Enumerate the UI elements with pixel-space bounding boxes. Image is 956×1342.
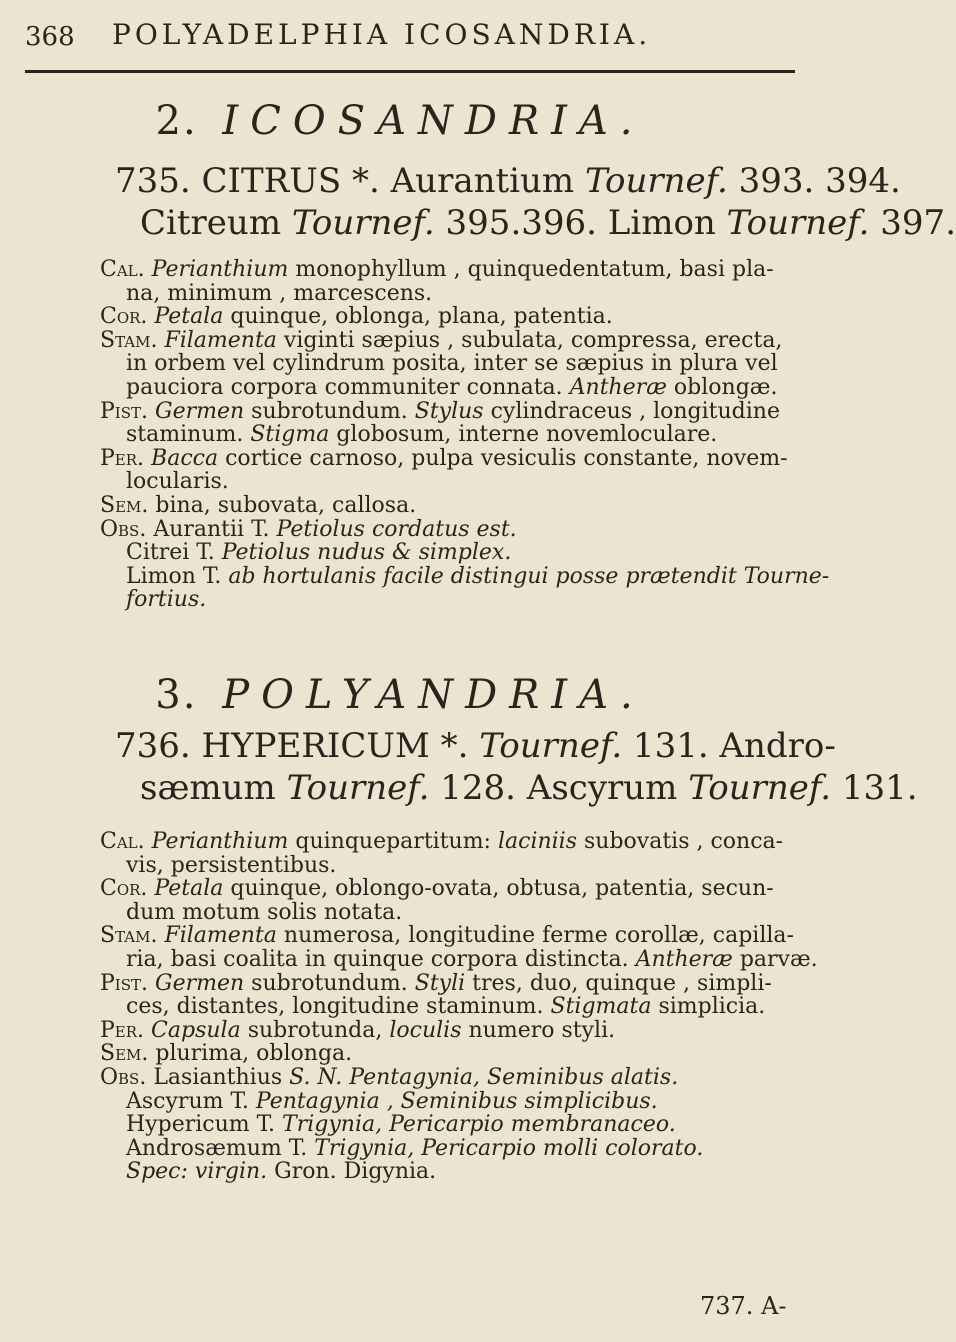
section-number: 2. [155, 98, 198, 144]
genus-mark: *. [429, 726, 480, 766]
text: staminum. [126, 422, 251, 448]
character-label: Obs. [100, 516, 147, 542]
section-number: 3. [155, 672, 198, 718]
description-line [100, 563, 830, 589]
description-line [100, 541, 790, 565]
text: numerosa, longitudine ferme corollæ, capilla- [276, 923, 794, 949]
italic-term: Antheræ [635, 946, 733, 972]
text: cortice carnoso, pulpa vesiculis constante, novem- [218, 445, 788, 471]
description-line [100, 352, 790, 376]
text: quinque, oblongo-ovata, obtusa, patentia, secun- [223, 876, 774, 902]
description-line [100, 305, 790, 329]
character-label: Obs. [100, 1064, 147, 1090]
description-line [100, 1137, 790, 1161]
synonym: Aurantium [390, 161, 585, 201]
page-refs: 131. [831, 768, 918, 808]
description-line [100, 518, 790, 542]
italic-term: laciniis [497, 829, 578, 854]
description-line [100, 972, 790, 996]
text: Limon T. [126, 563, 229, 589]
italic-term: loculis [389, 1017, 462, 1043]
description-line [100, 923, 794, 949]
genus-name: 736. HYPERICUM [115, 726, 430, 766]
author: Tournef. [479, 726, 623, 766]
text: simplicia. [651, 994, 766, 1020]
description-line [100, 494, 790, 518]
genus-name: 735. CITRUS [115, 161, 342, 201]
text: na, minimum , marcescens. [126, 280, 433, 306]
section-title-polyandria [0, 672, 800, 718]
text: tres, duo, quinque , simpli- [465, 970, 772, 996]
text: monophyllum , quinquedentatum, basi pla- [288, 257, 774, 282]
text: ria, basi coalita in quinque corpora distincta. [126, 946, 636, 972]
text: quinque, oblonga, plana, patentia. [223, 304, 613, 330]
description-line [100, 447, 790, 471]
genus-heading-line [115, 202, 956, 244]
italic-term: Petiolus cordatus est. [276, 516, 517, 542]
genus-mark: *. [341, 161, 391, 201]
italic-term: ab hortulanis facile distingui posse prætendit Tourne- [228, 563, 830, 589]
character-label: Per. [100, 445, 145, 471]
character-label: Per. [100, 1017, 145, 1043]
description-line [100, 423, 790, 447]
character-label: Pist. [100, 970, 149, 996]
page-refs: 397. [869, 203, 956, 243]
text [144, 1018, 151, 1043]
genus-heading-line [115, 725, 836, 767]
text: pauciora corpora communiter connata. [126, 374, 570, 400]
description-line [100, 282, 790, 306]
genus-heading-line [115, 767, 918, 809]
text: Citrei T. [126, 540, 222, 566]
italic-term: Petiolus nudus & simplex. [221, 540, 512, 566]
italic-term: Stigma [250, 422, 330, 448]
page-refs: 128. Ascyrum [429, 768, 689, 808]
text: globosum, interne novemloculare. [329, 422, 718, 448]
description-line [100, 1042, 790, 1066]
section-name: ICOSANDRIA. [222, 98, 645, 144]
description-line [100, 830, 790, 854]
text: subrotundum. [244, 970, 415, 996]
italic-term: Trigynia, Pericarpio molli colorato. [314, 1135, 704, 1161]
description-line [100, 376, 790, 400]
italic-term: Antheræ [569, 374, 667, 400]
italic-term: Perianthium [151, 257, 289, 282]
text [145, 257, 152, 282]
character-label: Stam. [100, 923, 158, 949]
author: Tournef. [688, 768, 832, 808]
description-line [100, 1019, 790, 1043]
text [148, 399, 155, 424]
text: subrotundum. [244, 398, 415, 424]
character-label: Sem. [100, 1041, 149, 1067]
character-label: Sem. [100, 492, 149, 518]
page-number: 368 [25, 22, 75, 52]
text: subrotunda, [240, 1017, 390, 1043]
italic-term: fortius. [126, 587, 207, 613]
italic-term: Spec: virgin. [126, 1159, 268, 1185]
description-line [100, 1160, 790, 1184]
description-line [100, 995, 790, 1019]
genus-heading-hypericum [115, 725, 918, 809]
running-title: POLYADELPHIA ICOSANDRIA. [112, 18, 652, 51]
text: locularis. [126, 469, 229, 495]
character-label: Stam. [100, 327, 158, 353]
page-refs: 393. 394. [727, 161, 901, 201]
section-title-icosandria [0, 98, 800, 144]
description-line [100, 946, 818, 972]
italic-term: Trigynia, Pericarpio membranaceo. [282, 1112, 676, 1138]
description-line [100, 400, 790, 424]
text: viginti sæpius , subulata, compressa, erecta, [276, 327, 783, 353]
text: cylindraceus , longitudine [483, 398, 780, 424]
header-rule [25, 70, 795, 73]
synonym: sæmum [140, 768, 287, 808]
text: in orbem vel cylindrum posita, inter se sæpius in plura vel [126, 351, 778, 377]
italic-term: Filamenta [164, 327, 277, 353]
description-line [100, 877, 790, 901]
italic-term: Stylus [414, 398, 484, 424]
page-refs: 395.396. Limon [434, 203, 727, 243]
text [145, 829, 152, 854]
text [148, 971, 155, 996]
character-label: Cal. [100, 257, 145, 282]
character-label: Pist. [100, 398, 149, 424]
italic-term: Germen [155, 970, 245, 996]
italic-term: Styli [414, 970, 466, 996]
text [144, 446, 151, 471]
text: oblongæ. [666, 374, 778, 400]
italic-term: Stigmata [550, 994, 652, 1020]
italic-term: Perianthium [151, 829, 289, 854]
text: parvæ. [732, 946, 818, 972]
genus-heading-citrus [115, 160, 956, 244]
text: ces, distantes, longitudine staminum. [126, 994, 551, 1020]
text: subovatis , conca- [577, 829, 784, 854]
italic-term: Petala [154, 304, 224, 330]
character-label: Cor. [100, 876, 148, 902]
description-line [100, 854, 790, 878]
description-line [100, 1066, 790, 1090]
italic-term: Bacca [151, 445, 219, 471]
section-name: POLYANDRIA. [222, 672, 645, 718]
description-line [100, 901, 790, 925]
text: Lasianthius [146, 1064, 290, 1090]
text: numero styli. [461, 1017, 616, 1043]
text: Aurantii T. [146, 516, 277, 542]
italic-term: Filamenta [164, 923, 277, 949]
text: Hypericum T. [126, 1112, 283, 1138]
character-label: Cal. [100, 829, 145, 854]
author: Tournef. [726, 203, 870, 243]
italic-term: Petala [154, 876, 224, 902]
description-citrus [100, 257, 830, 613]
italic-term: Germen [155, 398, 245, 424]
description-line [100, 329, 790, 353]
italic-term: S. N. Pentagynia, Seminibus alatis. [289, 1064, 679, 1090]
catchword: 737. A- [700, 1292, 787, 1320]
genus-heading-line [115, 160, 901, 202]
description-line [100, 470, 790, 494]
synonym: Citreum [140, 203, 292, 243]
author: Tournef. [286, 768, 430, 808]
description-line [100, 1113, 790, 1137]
text: Ascyrum T. [126, 1088, 256, 1114]
text: bina, subovata, callosa. [148, 492, 417, 518]
author: Tournef. [291, 203, 435, 243]
description-line [100, 258, 790, 282]
text: dum motum solis notata. [126, 899, 403, 925]
author: Tournef. [584, 161, 728, 201]
text: plurima, oblonga. [148, 1041, 353, 1067]
page-refs: 131. Andro- [622, 726, 836, 766]
text: quinquepartitum: [288, 829, 498, 854]
description-hypericum [100, 829, 818, 1185]
text: vis, persistentibus. [126, 852, 337, 878]
italic-term: Pentagynia , Seminibus simplicibus. [255, 1088, 658, 1114]
text: Gron. Digynia. [267, 1159, 437, 1185]
character-label: Cor. [100, 304, 148, 330]
description-line [100, 588, 790, 612]
italic-term: Capsula [151, 1017, 241, 1043]
description-line [100, 1090, 790, 1114]
text: Androsæmum T. [126, 1135, 315, 1161]
